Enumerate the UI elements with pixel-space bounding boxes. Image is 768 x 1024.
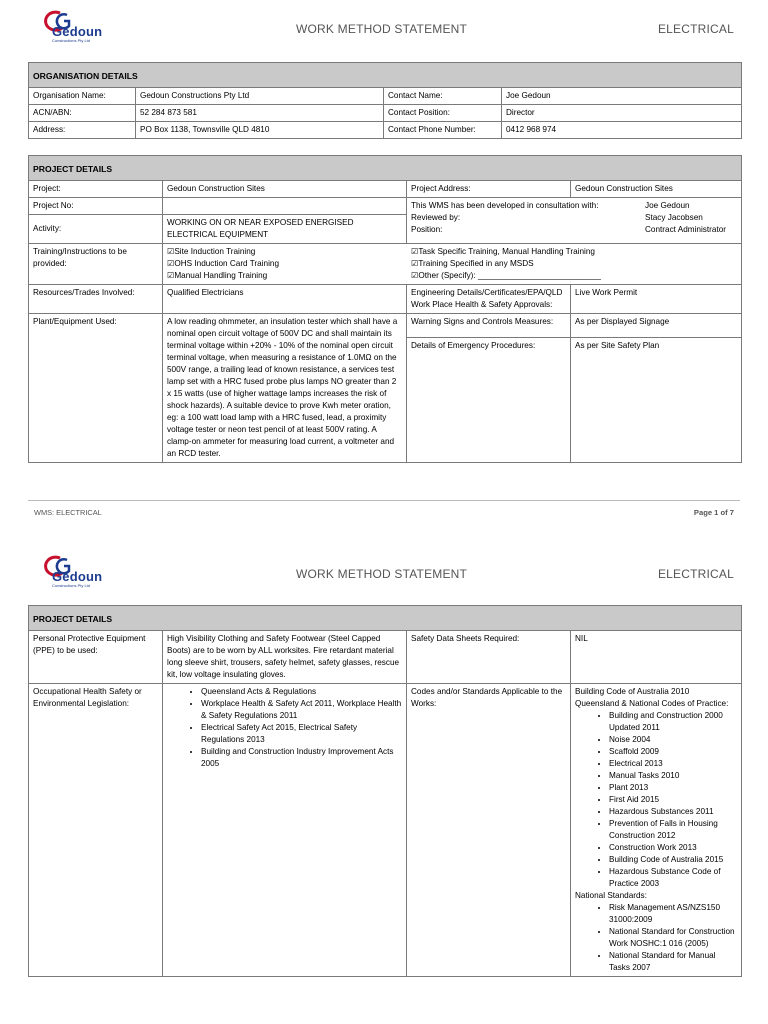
list-item: • Workplace Health & Safety Act 2011, Workplace Health & Safety Regulations 2011 [201, 698, 402, 722]
project-details-table [28, 155, 742, 463]
field-label: Training/Instructions to be provided: [29, 244, 163, 285]
company-logo [34, 555, 144, 591]
list-item: • Electrical Safety Act 2015, Electrical Safety Regulations 2013 [201, 722, 402, 746]
page-number: Page 1 of 7 [693, 508, 734, 517]
field-label: Address: [29, 122, 136, 139]
list-item: • Electrical 2013 [609, 758, 737, 770]
codes-line: Building Code of Australia 2010 [575, 687, 690, 696]
contact-phone: 0412 968 974 [502, 122, 742, 139]
field-label: Position: [411, 225, 443, 234]
logo-text: Gedoun [52, 569, 103, 584]
field-label: Reviewed by: [411, 213, 461, 222]
resources-value: Qualified Electricians [163, 285, 407, 314]
field-label: This WMS has been developed in consultation with: [411, 201, 599, 210]
document-category: ELECTRICAL [657, 567, 734, 581]
section-title: PROJECT DETAILS [29, 606, 742, 631]
training-cell [163, 244, 742, 285]
list-item: • First Aid 2015 [609, 794, 737, 806]
training-list-right [411, 246, 601, 282]
ppe-value: High Visibility Clothing and Safety Footwear (Steel Capped Boots) are to be worn by ALL worksites. Fire retardant material long sleeve shirt, trousers, safety helmet, safety glasses, rescue kit, low voltage insulating gloves. [163, 631, 407, 684]
training-item: ☑ Site Induction Training [167, 246, 411, 258]
list-item: • National Standard for Manual Tasks 2007 [609, 950, 737, 974]
list-item: • Building Code of Australia 2015 [609, 854, 737, 866]
list-item: • Prevention of Falls in Housing Construction 2012 [609, 818, 737, 842]
training-item: ☑ Manual Handling Training [167, 270, 411, 282]
list-item: • Hazardous Substance Code of Practice 2003 [609, 866, 737, 890]
field-label: Warning Signs and Controls Measures: [407, 314, 571, 338]
legislation-list [167, 686, 402, 770]
list-item: • Construction Work 2013 [609, 842, 737, 854]
field-label: Personal Protective Equipment (PPE) to be used: [29, 631, 163, 684]
field-label: Project Address: [407, 181, 571, 198]
section-title: ORGANISATION DETAILS [29, 63, 742, 88]
field-label: ACN/ABN: [29, 105, 136, 122]
field-label: Details of Emergency Procedures: [407, 338, 571, 463]
codes-list [575, 710, 737, 890]
contact-name: Joe Gedoun [502, 88, 742, 105]
footer-label: WMS: ELECTRICAL [34, 508, 102, 517]
logo-subtext: Constructions Pty Ltd [52, 38, 91, 43]
list-item: • Manual Tasks 2010 [609, 770, 737, 782]
logo-subtext: Constructions Pty Ltd [52, 583, 91, 588]
codes-cell [571, 684, 742, 977]
training-item: ☑ Task Specific Training, Manual Handling Training [411, 246, 601, 258]
list-item: • Risk Management AS/NZS150 31000:2009 [609, 902, 737, 926]
list-item: • Plant 2013 [609, 782, 737, 794]
reviewed-name: Stacy Jacobsen [645, 213, 703, 222]
project-value: Gedoun Construction Sites [163, 181, 407, 198]
codes-line: National Standards: [575, 891, 647, 900]
project-details-table-2 [28, 605, 742, 977]
field-label: Occupational Health Safety or Environmental Legislation: [29, 684, 163, 977]
training-list-left [167, 246, 411, 282]
national-standards-list [575, 902, 737, 974]
list-item: • Scaffold 2009 [609, 746, 737, 758]
engineering-value: Live Work Permit [571, 285, 742, 314]
field-label: Activity: [29, 215, 163, 244]
document-category: ELECTRICAL [657, 22, 734, 36]
project-no-value [163, 198, 407, 215]
page-header [28, 10, 740, 46]
consultation-cell [407, 198, 742, 244]
activity-value: WORKING ON OR NEAR EXPOSED ENERGISED ELECTRICAL EQUIPMENT [163, 215, 407, 244]
field-label: Project No: [29, 198, 163, 215]
field-label: Contact Name: [384, 88, 502, 105]
sds-value: NIL [571, 631, 742, 684]
legislation-cell [163, 684, 407, 977]
emergency-value: As per Site Safety Plan [571, 338, 742, 463]
organisation-details-table [28, 62, 742, 139]
address-value: PO Box 1138, Townsville QLD 4810 [136, 122, 384, 139]
page-header [28, 555, 740, 591]
logo-text: Gedoun [52, 24, 103, 39]
list-item: • Queensland Acts & Regulations [201, 686, 402, 698]
list-item: • Noise 2004 [609, 734, 737, 746]
training-item: ☑ OHS Induction Card Training [167, 258, 411, 270]
field-label: Contact Position: [384, 105, 502, 122]
list-item: • National Standard for Construction Work NOSHC:1 016 (2005) [609, 926, 737, 950]
acn-value: 52 284 873 581 [136, 105, 384, 122]
list-item: • Building and Construction Industry Improvement Acts 2005 [201, 746, 402, 770]
field-label: Codes and/or Standards Applicable to the Works: [407, 684, 571, 977]
position-value: Contract Administrator [645, 225, 726, 234]
training-item: ☑ Training Specified in any MSDS [411, 258, 601, 270]
field-label: Engineering Details/Certificates/EPA/QLD Work Place Health & Safety Approvals: [407, 285, 571, 314]
field-label: Safety Data Sheets Required: [407, 631, 571, 684]
plant-value: A low reading ohmmeter, an insulation tester which shall have a nominal open circuit voltage of 500V DC and shall maintain its terminal voltage within +20% - 10% of the nominal open circuit terminal voltage, when measuring a resistance of 1.0MΩ on the 500V range, a trailing lead of known resistance, a services test lamp set with a HRC fused probe plus lamps NO greater than 2 x 15 watts (use of higher wattage lamps increases the risk of shock hazards). A suitable device to prove Kwh meter oration, eg: a 100 watt load lamp with a HRC fused, lead, a proximity voltage tester or neon test pencil of at least 500V rating. A clamp-on ammeter for measuring load current, a voltmeter and an RCD tester. [163, 314, 407, 463]
company-logo [34, 10, 144, 46]
codes-line: Queensland & National Codes of Practice: [575, 699, 729, 708]
document-title: WORK METHOD STATEMENT [296, 567, 468, 581]
organisation-name: Gedoun Constructions Pty Ltd [136, 88, 384, 105]
document-title: WORK METHOD STATEMENT [296, 22, 468, 36]
field-label: Plant/Equipment Used: [29, 314, 163, 463]
consult-name: Joe Gedoun [645, 201, 690, 210]
field-label: Contact Phone Number: [384, 122, 502, 139]
field-label: Organisation Name: [29, 88, 136, 105]
section-title: PROJECT DETAILS [29, 156, 742, 181]
contact-position: Director [502, 105, 742, 122]
field-label: Project: [29, 181, 163, 198]
training-item: ☑ Other (Specify): ___________________________ [411, 270, 601, 282]
page-footer [28, 500, 740, 521]
list-item: • Hazardous Substances 2011 [609, 806, 737, 818]
project-address: Gedoun Construction Sites [571, 181, 742, 198]
list-item: • Building and Construction 2000 Updated 2011 [609, 710, 737, 734]
field-label: Resources/Trades Involved: [29, 285, 163, 314]
warning-value: As per Displayed Signage [571, 314, 742, 338]
